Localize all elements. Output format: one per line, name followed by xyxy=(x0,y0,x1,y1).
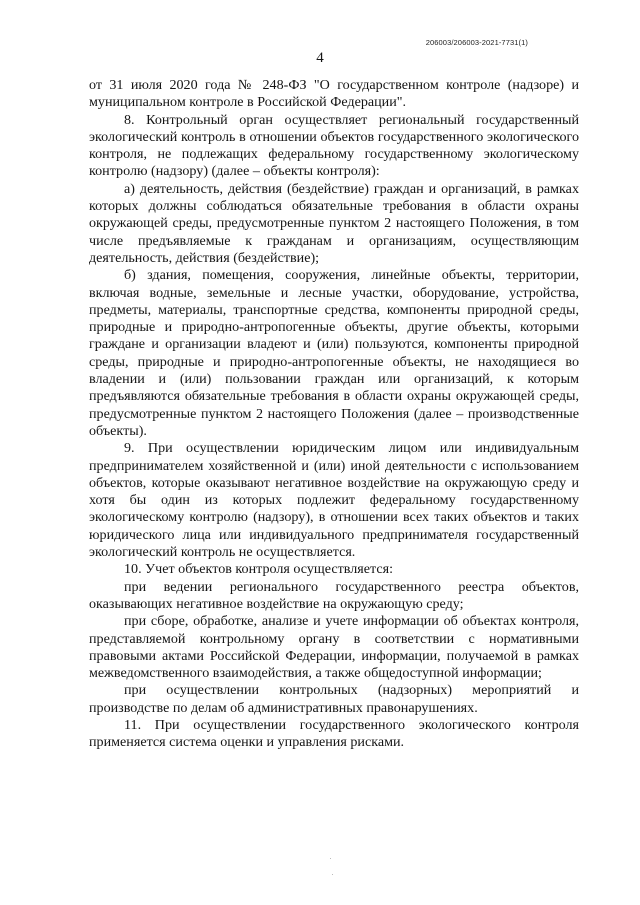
scan-artifact xyxy=(332,874,333,875)
paragraph-item-10-info: при сборе, обработке, анализе и учете информации об объектах контроля, представляемой контрольному органу в соответствии с нормативными правовыми актами Российской Федерации, информации, получаемой в рамках межведомственного взаимодействия, а также общедоступной информации; xyxy=(89,613,579,682)
page-number: 4 xyxy=(316,50,324,66)
paragraph-item-11: 11. При осуществлении государственного экологического контроля применяется система оценки и управления рисками. xyxy=(89,716,579,751)
paragraph-item-10-registry: при ведении регионального государственного реестра объектов, оказывающих негативное воздействие на окружающую среду; xyxy=(89,578,579,612)
paragraph-item-10: 10. Учет объектов контроля осуществляется: xyxy=(124,561,394,578)
scan-artifact xyxy=(330,858,331,859)
paragraph-subitem-b: б) здания, помещения, сооружения, линейные объекты, территории, включая водные, земельные и лесные участки, оборудование, устройства, предметы, материалы, транспортные средства, компоненты природной среды, природные и природно-антропогенные объекты, другие объекты, которыми граждане и организации владеют и (или) пользуются, компоненты природной среды, природные и природно-антропогенные объекты, не находящиеся во владении и (или) пользовании граждан или организаций, к которым предъявляются обязательные требования в области охраны окружающей среды, предусмотренные пунктом 2 настоящего Положения (далее – производственные объекты). xyxy=(89,267,579,439)
paragraph-item-9: 9. При осуществлении юридическим лицом или индивидуальным предпринимателем хозяйственной и (или) иной деятельности с использованием объектов, которые оказывают негативное воздействие на окружающую среду и хотя бы один из которых подлежит федеральному государственному экологическому контролю (надзору), в отношении всех таких объектов и таких юридического лица или индивидуального предпринимателя государственный экологический контроль не осуществляется. xyxy=(89,440,579,561)
paragraph-subitem-a: а) деятельность, действия (бездействие) граждан и организаций, в рамках которых должны соблюдаться обязательные требования в области охраны окружающей среды, предусмотренные пунктом 2 настоящего Положения, в том числе предъявляемые к гражданам и организациям, осуществляющим деятельность, действия (бездействие); xyxy=(89,180,579,266)
paragraph-item-10-control: при осуществлении контрольных (надзорных) мероприятий и производстве по делам об административных правонарушениях. xyxy=(89,682,579,716)
document-body xyxy=(89,77,579,752)
document-id: 206003/206003-2021-7731(1) xyxy=(425,38,528,47)
paragraph-item-8: 8. Контрольный орган осуществляет региональный государственный экологический контроль в отношении объектов государственного экологического контроля, не подлежащих федеральному государственному экологическому контролю (надзору) (далее – объекты контроля): xyxy=(89,111,579,180)
paragraph-continuation: от 31 июля 2020 года № 248-ФЗ "О государственном контроле (надзоре) и муниципальном контроле в Российской Федерации". xyxy=(89,77,579,111)
